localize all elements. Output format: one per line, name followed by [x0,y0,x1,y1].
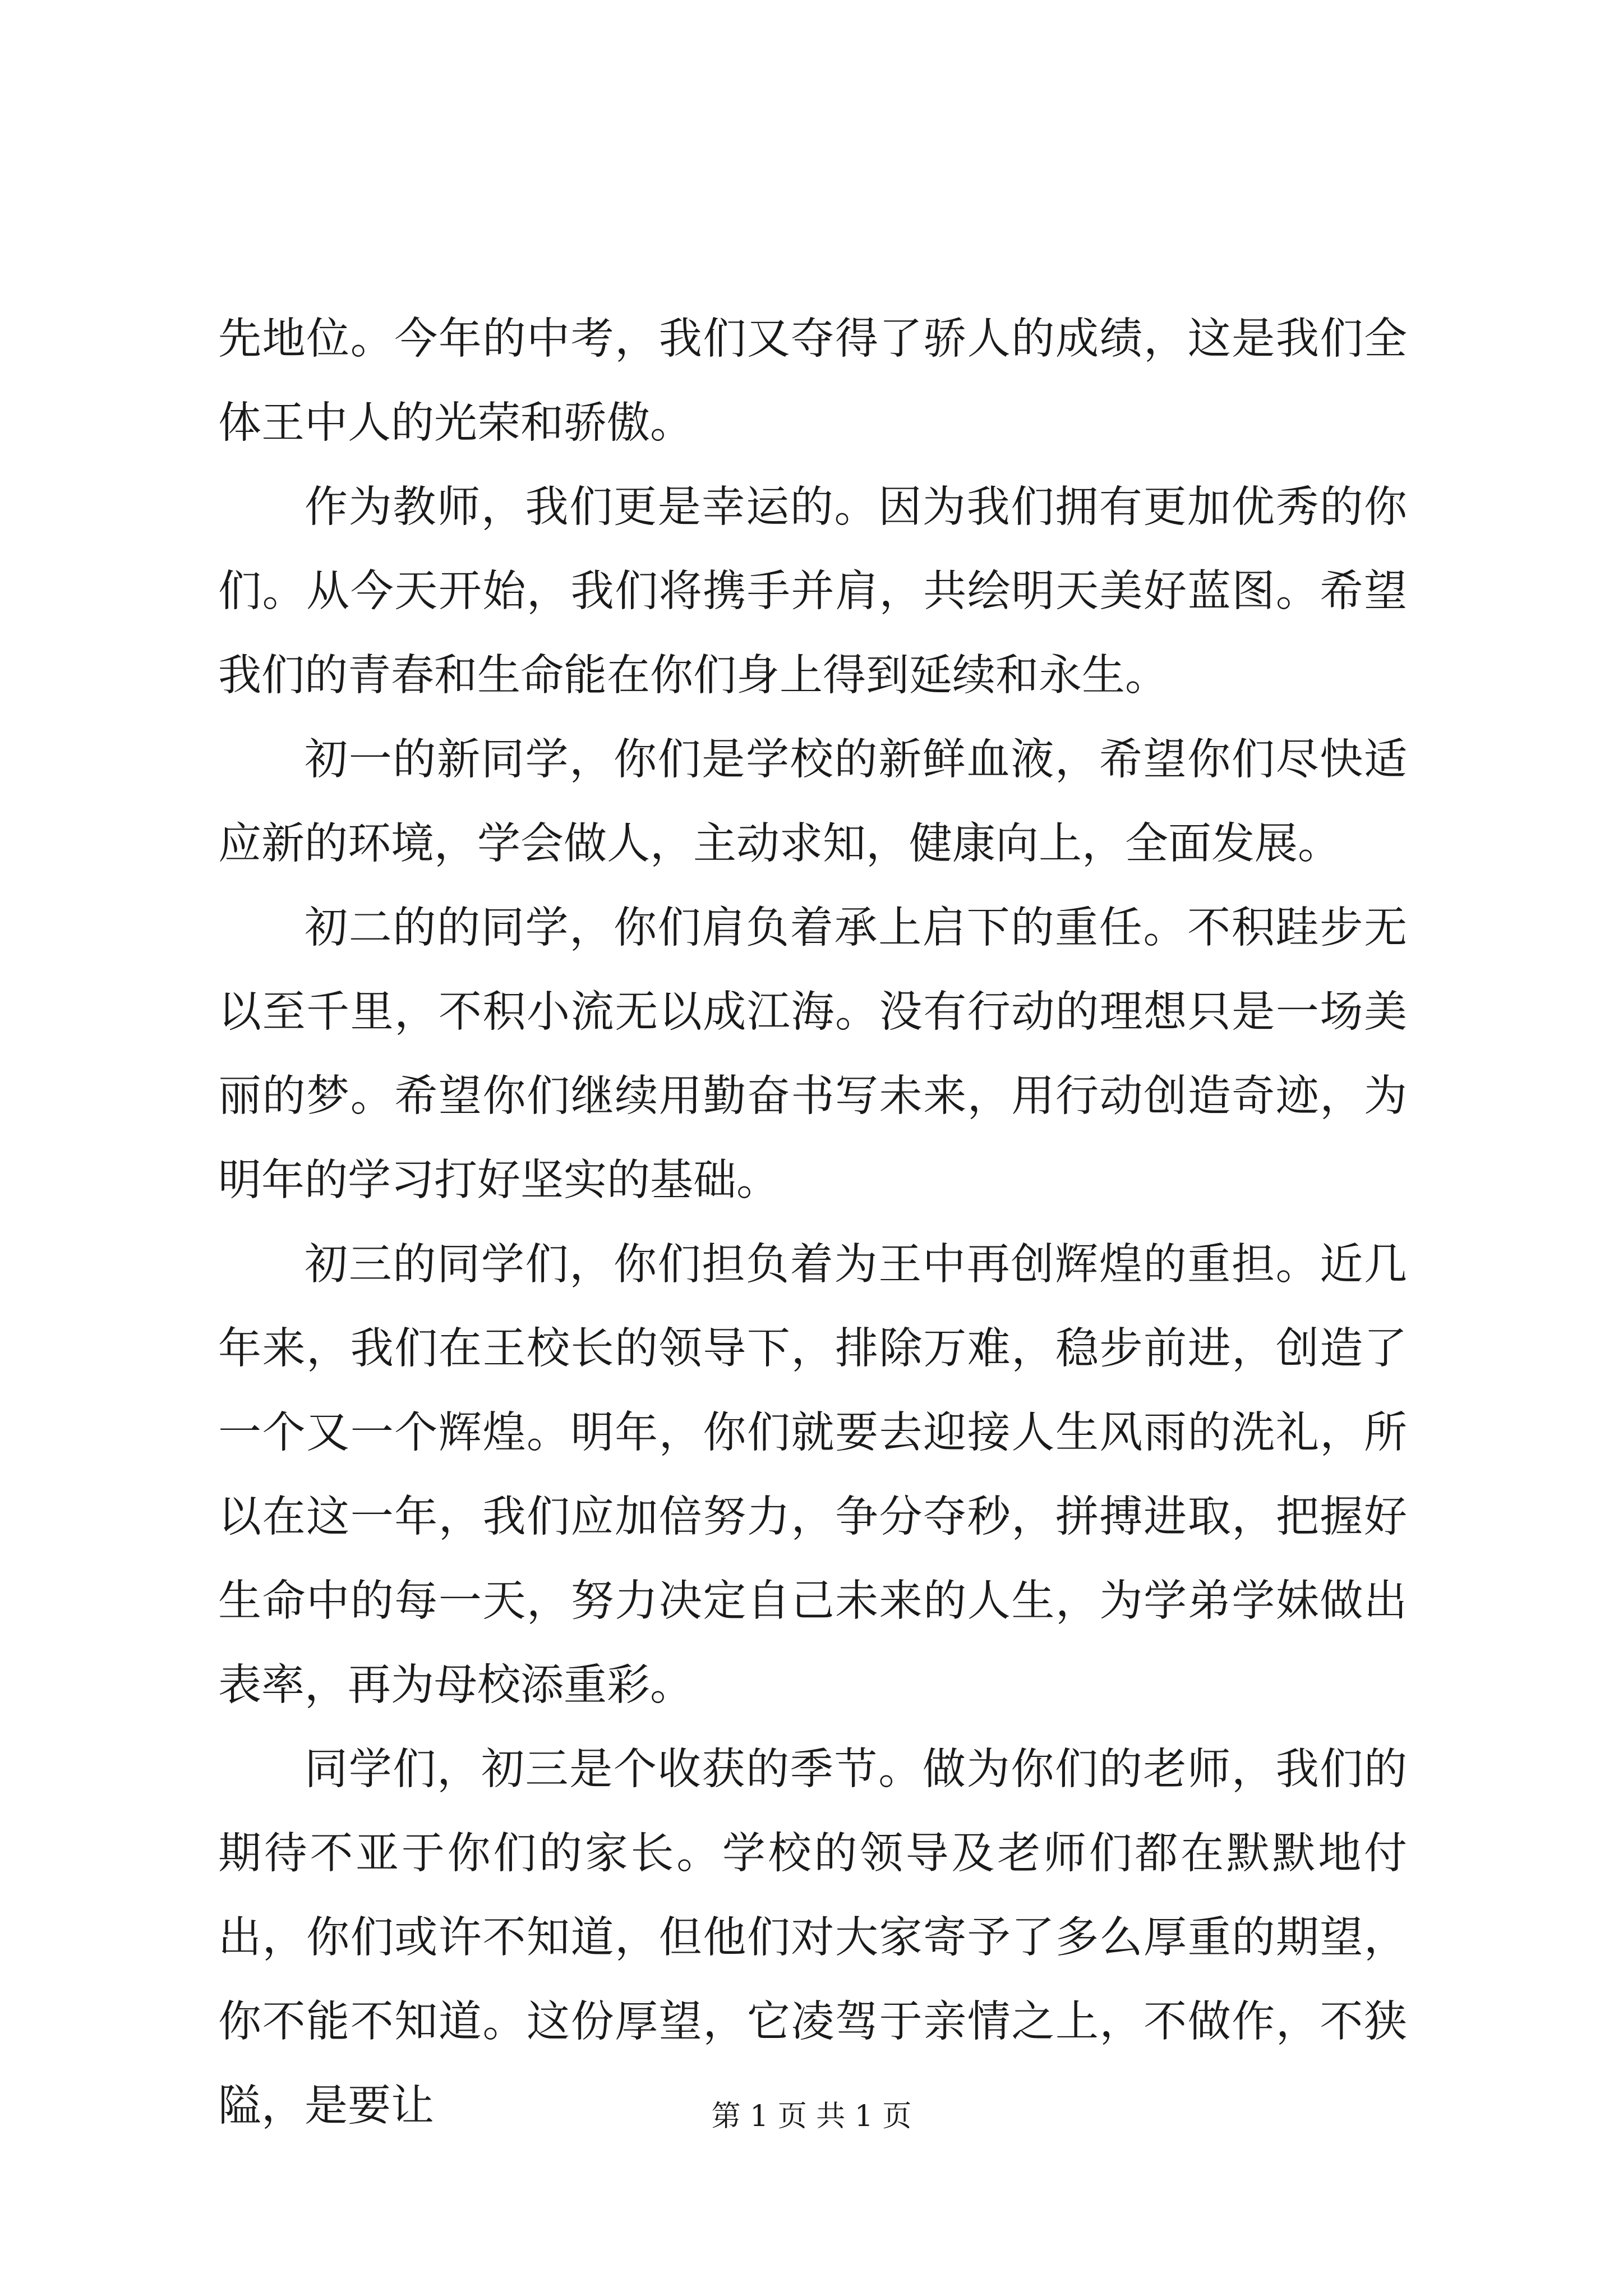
page-footer: 第 1 页 共 1 页 [711,2100,912,2133]
paragraph: 作为教师，我们更是幸运的。因为我们拥有更加优秀的你们。从今天开始，我们将携手并肩，共绘明天美好蓝图。希望我们的青春和生命能在你们身上得到延续和永生。 [218,482,1407,701]
document-body [218,297,1407,2148]
paragraph: 初二的的同学，你们肩负着承上启下的重任。不积跬步无以至千里，不积小流无以成江海。没有行动的理想只是一场美丽的梦。希望你们继续用勤奋书写未来，用行动创造奇迹，为明年的学习打好坚实的基础。 [218,903,1407,1205]
paragraph: 初一的新同学，你们是学校的新鲜血液，希望你们尽快适应新的环境，学会做人，主动求知，健康向上，全面发展。 [218,735,1407,869]
paragraph: 初三的同学们，你们担负着为王中再创辉煌的重担。近几年来，我们在王校长的领导下，排除万难，稳步前进，创造了一个又一个辉煌。明年，你们就要去迎接人生风雨的洗礼，所以在这一年，我们应加倍努力，争分夺秒，拼搏进取，把握好生命中的每一天，努力决定自己未来的人生，为学弟学妹做出表率，再为母校添重彩。 [218,1240,1407,1710]
paragraph: 先地位。今年的中考，我们又夺得了骄人的成绩，这是我们全体王中人的光荣和骄傲。 [218,314,1407,448]
paragraph: 同学们，初三是个收获的季节。做为你们的老师，我们的期待不亚于你们的家长。学校的领导及老师们都在默默地付出，你们或许不知道，但他们对大家寄予了多么厚重的期望，你不能不知道。这份厚望，它凌驾于亲情之上，不做作，不狭隘，是要让 [218,1745,1407,2131]
